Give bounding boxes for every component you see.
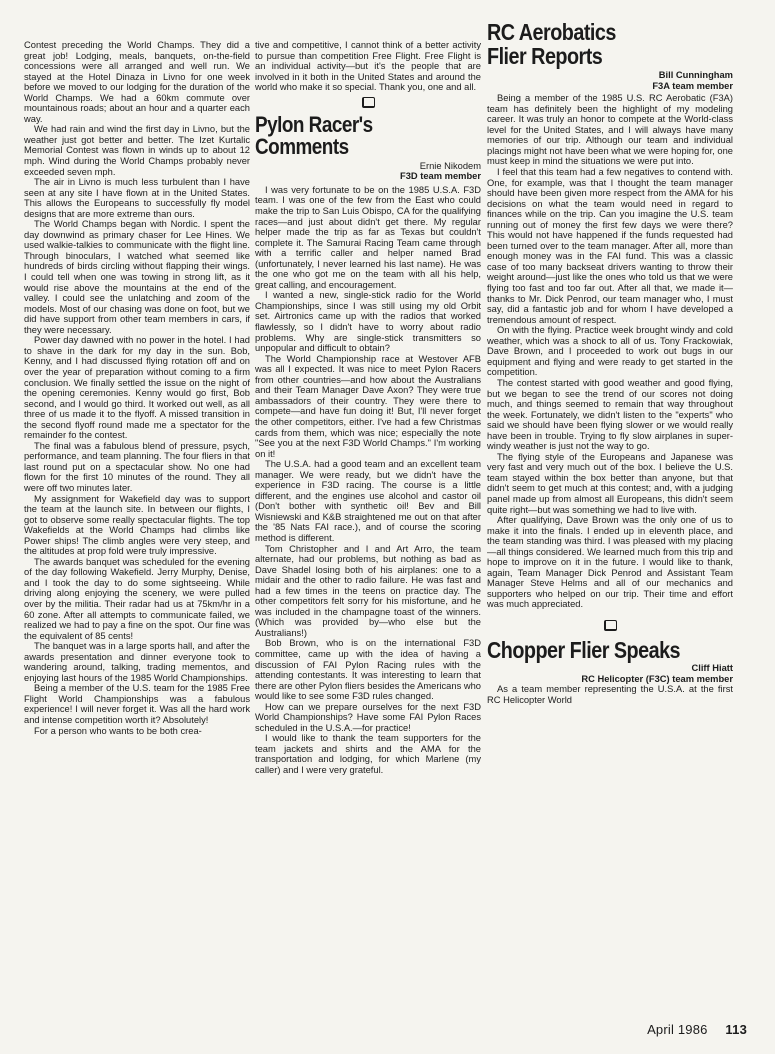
- paragraph: tive and competitive, I cannot think of a better activity to pursue than competition Free Flight. Free Flight is an individual activity—but it's the people that are involved in it both in the United States and around the world who make it so special. Thank you, one and all.: [255, 40, 481, 93]
- paragraph: My assignment for Wakefield day was to support the team at the launch site. In between our flights, I got to observe some really spectacular flights. The top Wakefields at the World Champs had climbs like Power ships! The climb angles were very steep, and the altitudes at prop fold were truly impressive.: [24, 493, 250, 557]
- pylon-title-line-2: Comments: [255, 133, 349, 159]
- issue-date: April 1986: [647, 1022, 708, 1037]
- paragraph: I wanted a new, single-stick radio for the World Championships, since I was still using my old Orbit set. Airtronics came up with the radios that worked flawlessly, so I didn't have to worry about radio problems. Why are single-stick transmitters so unpopular and difficult to obtain?: [255, 290, 481, 354]
- paragraph: The contest started with good weather and good flying, but we began to see the trend of our scores not doing much, and things seemed to remain that way throughout the week. Fortunately, we didn't listen to the "experts" who said we should have been flying slower or we would really have been in trouble. Trying to fly slow airplanes in super-windy weather is just not the way to go.: [487, 377, 733, 452]
- chopper-role: RC Helicopter (F3C) team member: [581, 673, 733, 684]
- pylon-author: Ernie Nikodem: [419, 160, 481, 171]
- column-3: [487, 20, 733, 705]
- rc-heading: [487, 20, 733, 70]
- chopper-byline: [487, 663, 733, 684]
- pylon-title-line-1: Pylon Racer's: [255, 111, 373, 137]
- paragraph: The World Champs began with Nordic. I spent the day downwind as primary chaser for Lee Hines. We used walkie-talkies to communicate with the flight line. Through binoculars, I watched what seemed like hundreds of birds circling without flapping their wings. I could tell when one was towing in strong lift, as it would rise above the mountains at the end of the valley. I could see the unlatching and zoom of the models. Most of our chasing was done on foot, but we did have support from other team members in cars, if they were necessary.: [24, 219, 250, 335]
- paragraph: The flying style of the Europeans and Japanese was very fast and very much out of the box. I believe the U.S. team stayed within the box better than anyone, but that didn't seem to get much at this contest; and, with a judging panel made up from almost all Europeans, this didn't seem quite right—but was something we had to live with.: [487, 451, 733, 515]
- paragraph: I was very fortunate to be on the 1985 U.S.A. F3D team. I was one of the few from the East who could make the trip to San Luis Obispo, CA for the qualifying races—and just about didn't get there. My regular helper made the trip as far as Texas but couldn't complete it. The Samurai Racing Team came through with a terrific caller and helper named Brad (unfortunately, I never learned his last name). He was the one who got me on the team with all his help, great calling, and encouragement.: [255, 184, 481, 290]
- paragraph: As a team member representing the U.S.A. at the first RC Helicopter World: [487, 684, 733, 705]
- paragraph: Contest preceding the World Champs. They did a great job! Lodging, meals, banquets, on-the-field concessions were all arranged and well run. We stayed at the Hotel Dinaza in Livno for one week before we moved to our lodging for the duration of the World Champs. We had a 60km commute over mountainous roads; about an hour and a quarter each way.: [24, 40, 250, 124]
- paragraph: After qualifying, Dave Brown was the only one of us to make it into the finals. I ended up in eleventh place, and the team standing was third. I was pleased with my placing—all things considered. We learned much from this trip and hope to improve on it in the future. I would like to thank, again, Team Manager Dick Penrod and Assistant Team Manager Steve Helms and all of our mechanics and supporters who helped on our trip. Their time and effort was much appreciated.: [487, 515, 733, 610]
- section-end-mark-icon: [604, 620, 617, 631]
- paragraph: The final was a fabulous blend of pressure, psych, performance, and team planning. The four fliers in that last round put on a spectacular show. No one had flown for the first 10 minutes of the round. They all were off two minutes later.: [24, 440, 250, 493]
- column-2: [255, 40, 481, 776]
- column-1: [24, 40, 250, 736]
- paragraph: I feel that this team had a few negatives to contend with. One, for example, was that I thought the team manager should have been given more respect from the AMA for his decisions on what the team would need in regard to finances while on the trip. Can you imagine the U.S. team running out of money the first few days we were there? This would not have happened if the funds requested had been turned over to the team manager. After all, more than enough money was in the FAI fund. This was a classic case of too many backseat drivers wanting to throw their weight around—just like the ones who told us that we were flying too fast and too far out. After all that, we made it—thanks to Mr. Dick Penrod, our team manager who, I must say, did a fantastic job and for whom I have developed a tremendous amount of respect.: [487, 167, 733, 325]
- col2-body-paragraphs: [255, 185, 481, 776]
- paragraph: Being a member of the U.S. team for the 1985 Free Flight World Championships was a fabulous experience! I will never forget it. Was all the hard work and intense competition worth it? Absolutely!: [24, 683, 250, 725]
- paragraph: Being a member of the 1985 U.S. RC Aerobatic (F3A) team has definitely been the highlight of my modeling career. It was truly an honor to compete at the World-class level for the United States, and I will always have many memories of our trip. Although our team and individual placings might not have been what we were hoping for, one must keep in mind the situations we were put into.: [487, 93, 733, 167]
- section-end-mark-icon: [362, 97, 375, 108]
- paragraph: The World Championship race at Westover AFB was all I expected. It was nice to meet Pylon Racers from other countries—and how about the Australians and their Team Manager Dave Axon? They were true ambassadors of their country. They were there to compete—and have fun doing it! But, I'll never forget the other competitors, either. I've had a few Christmas cards from them, which was nice; especially the note "See you at the next F3D World Champs." I'm working on it!: [255, 353, 481, 459]
- pylon-byline: [255, 161, 481, 182]
- paragraph: How can we prepare ourselves for the next F3D World Championships? Have some FAI Pylon Races scheduled in the U.S.A.—for practice!: [255, 701, 481, 733]
- rc-title-line-2: Flier Reports: [487, 43, 603, 69]
- paragraph: The awards banquet was scheduled for the evening of the day following Wakefield. Jerry Murphy, Denise, and I took the day to do some sightseeing. While driving along enjoying the scenery, we were pulled over by the militia. Their radar had us at 75km/hr in a 60 zone. After all attempts to communicate failed, we realized we had to pay a fine on the spot. Our fine was the equivalent of 85 cents!: [24, 556, 250, 641]
- rc-byline: [487, 70, 733, 91]
- pylon-role: F3D team member: [399, 171, 481, 182]
- col3-body-paragraphs: [487, 93, 733, 610]
- page-number: 113: [725, 1022, 747, 1037]
- pylon-heading: [255, 111, 481, 161]
- page-footer: [647, 1022, 747, 1037]
- paragraph: For a person who wants to be both crea-: [34, 725, 202, 736]
- chopper-author: Cliff Hiatt: [691, 662, 733, 673]
- chopper-title: Chopper Flier Speaks: [487, 636, 681, 663]
- paragraph: Bob Brown, who is on the international F3D committee, came up with the idea of having a discussion of FAI Pylon Racing rules with the attending contestants. It was interesting to learn that there are other Pylon fliers besides the Americans who would like to see some F3D rules changed.: [255, 638, 481, 702]
- rc-title-line-1: RC Aerobatics: [487, 20, 616, 45]
- paragraph: On with the flying. Practice week brought windy and cold weather, which was a shock to all of us. Tony Frackowiak, Dave Brown, and I proceeded to work out bugs in our equipment and flying and were ready to get started in the competition.: [487, 325, 733, 378]
- paragraph: The air in Livno is much less turbulent than I have seen at any site I have flown at in the United States. This allows the Europeans to successfully fly model designs that are more extreme than ours.: [24, 177, 250, 219]
- col2-top-paragraphs: [255, 40, 481, 93]
- paragraph: The banquet was in a large sports hall, and after the awards presentation and dinner everyone took to wandering around, talking, trading mementos, and enjoying last hours of the 1985 World Championships.: [24, 641, 250, 683]
- paragraph: Power day dawned with no power in the hotel. I had to shave in the dark for my day in the sun. Bob, Kenny, and I had discussed flying rotation off and on over the year of preparation without coming to a firm conclusion. We finally settled the issue on the night of the opening ceremonies. Kenny would go first, Bob second, and I would go third. It worked out well, as all three of us made it to the flyoff. A missed transition in the second flyoff round made me a spectator for the remainder fo the contest.: [24, 335, 250, 441]
- col3-end-paragraphs: [487, 684, 733, 705]
- paragraph: Tom Christopher and I and Art Arro, the team alternate, had our problems, but nothing as bad as Dave Shadel losing both of his airplanes: one to a midair and the other to radio failure. He was fast and had a few times in the teens on practice day. The other competitors felt sorry for his misfortune, and he was included in the champagne toast of the winners. (Which was provided by—who else but the Australians!): [255, 543, 481, 638]
- paragraph: The U.S.A. had a good team and an excellent team manager. We were ready, but we didn't have the experience in F3D racing. The course is a little different, and the engines use alcohol and castor oil (Don't bother with synthetic oil! Bev and Bill Wisniewski and K&B straightened me out on that after the '85 Nats FAI race.), and of course the scoring method is different.: [255, 459, 481, 543]
- paragraph: We had rain and wind the first day in Livno, but the weather just got better and better. The Izet Kurtalic Memorial Contest was flown in winds up to about 12 mph. Wind during the World Champs probably never exceeded seven mph.: [24, 124, 250, 177]
- rc-role: F3A team member: [652, 80, 733, 91]
- rc-author: Bill Cunningham: [658, 70, 733, 80]
- col1-paragraphs: [24, 40, 250, 736]
- paragraph: I would like to thank the team supporters for the team jackets and shirts and the AMA for the transportation and lodging, for which Marlene (my caller) and I were very grateful.: [255, 733, 481, 775]
